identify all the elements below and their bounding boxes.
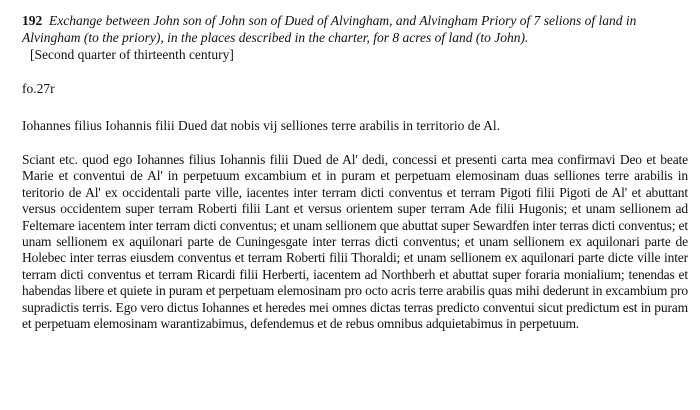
folio-reference: fo.27r xyxy=(22,81,55,96)
charter-text: Sciant etc. quod ego Iohannes filius Iohannis filii Dued de Al' dedi, concessi et presenti carta mea confirmavi Deo et beate Marie et conventui de Al' in perpetuum excambium et in puram et perpetuam elemosinam duas selliones terre arabilis in teritorio de Al' ex occidentali parte ville, iacentes inter terram dicti conventus et terram Pigoti filii Pigoti de Al' et abuttant versus occidentem super terram Roberti filii Lant et versus orientem super terram Ade filii Hugonis; et unam sellionem ad Feltemare iacentem inter terram dicti conventus; et unam sellionem que abuttat super Sewardfen inter terras dicti conventus; et unam sellionem ex aquilonari parte de Cuningesgate inter terras dicti conventus; et unam sellionem ex aquilonari parte de Holebec inter terras eiusdem conventus et terram Roberti filii Thoraldi; et unam sellionem ex aquilonari parte dicte ville inter terram dicti conventus et terram Ricardi filii Herberti, iacentem ad Northberh et abuttat super foraria monialium; tenendas et habendas libere et quiete in puram et perpetuam elemosinam pro octo acris terre arabilis quas mihi dederunt in excambium pro supradictis terris. Ego vero dictus Iohannes et heredes mei omnes dictas terras predicto conventui sicut predictum est in puram et perpetuam elemosinam warantizabimus, defendemus et de rebus omnibus adquietabimus in perpetuum. xyxy=(22,152,688,332)
rubric-line: Iohannes filius Iohannis filii Dued dat nobis vij selliones terre arabilis in territorio de Al. xyxy=(22,118,501,133)
document-page xyxy=(22,12,688,332)
entry-header xyxy=(22,12,688,46)
entry-number: 192 xyxy=(22,13,43,28)
entry-date: [Second quarter of thirteenth century] xyxy=(30,47,234,62)
entry-summary: Exchange between John son of John son of Dued of Alvingham, and Alvingham Priory of 7 selions of land in Alvingham (to the priory), in the places described in the charter, for 8 acres of land (to John). xyxy=(22,13,637,45)
